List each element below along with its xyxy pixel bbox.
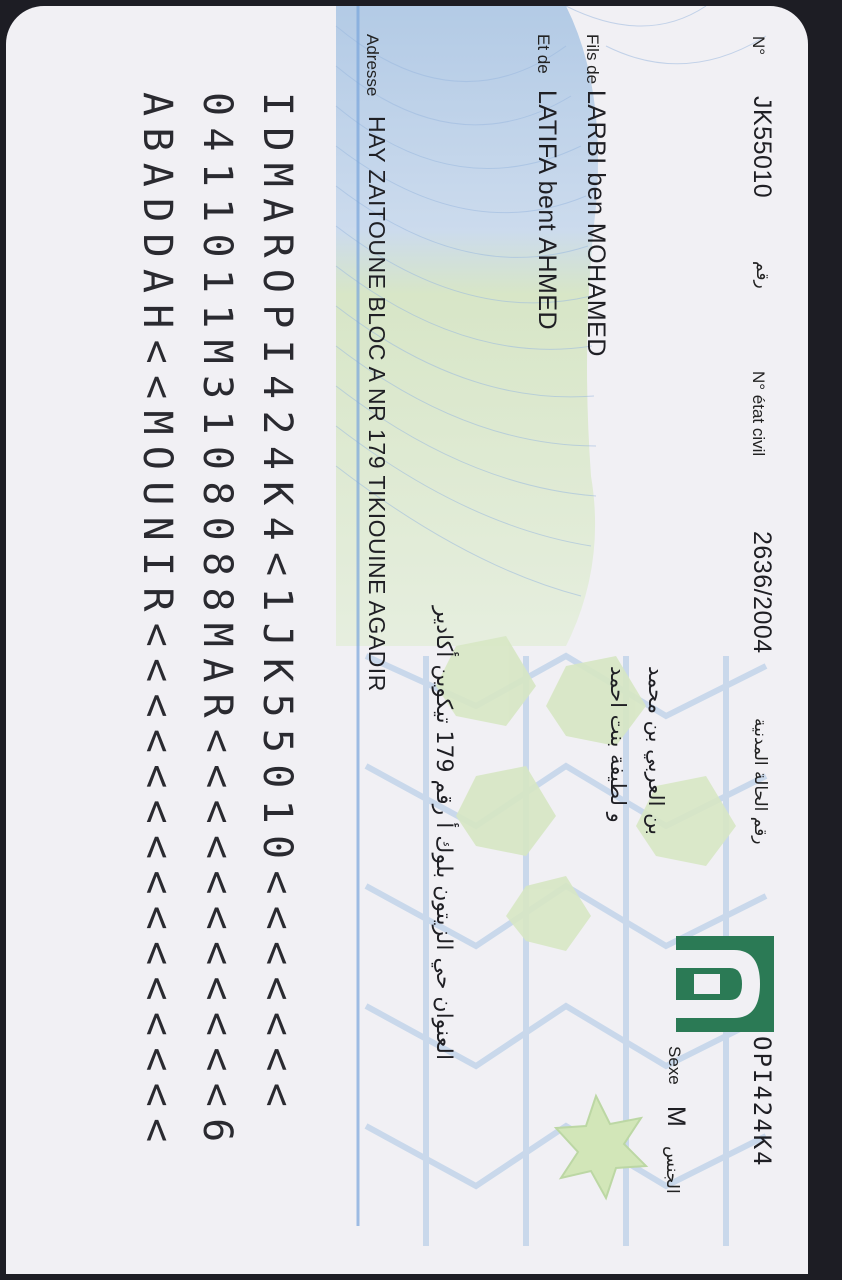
mother-name: LATIFA bent AHMED	[533, 90, 561, 331]
flag-emblem-icon	[676, 936, 774, 1032]
id-card-back	[6, 6, 808, 1274]
address-value-ar: العنوان حي الزيتون بلوك أ رقم 179 تيكوين أكادير	[431, 606, 456, 1061]
civil-number: 2636/2004	[748, 531, 776, 654]
mother-name-ar: و لطيفة بنت احمد	[606, 666, 630, 823]
card-number: JK55010	[748, 96, 776, 199]
sex-label-ar: الجنس	[662, 1146, 682, 1194]
mrz-line-1: IDMAROPI424K4<1JK55010<<<<<<<	[254, 92, 300, 1119]
card-number-label: N°	[749, 36, 768, 56]
address-value: HAY ZAITOUNE BLOC A NR 179 TIKIOUINE AGADIR	[364, 116, 390, 692]
civil-number-label-ar: رقم الحالة المدنية	[750, 718, 770, 845]
father-label: Fils de	[583, 34, 602, 85]
sex-value: M	[662, 1106, 690, 1128]
father-name: LARBI ben MOHAMED	[582, 90, 610, 357]
card-code: OPI424K4	[748, 1036, 776, 1168]
card-number-label-ar: رقم	[752, 261, 772, 289]
address-label: Adresse	[363, 34, 382, 97]
father-name-ar: بن العربي بن محمد	[644, 666, 668, 835]
mrz-line-2: 0411011M3108088MAR<<<<<<<<<<<6	[194, 92, 240, 1154]
sex-label: Sexe	[665, 1046, 684, 1085]
mother-label: Et de	[534, 34, 553, 74]
civil-number-label: N° état civil	[749, 371, 768, 457]
mrz-line-3: ABADDAH<<MOUNIR<<<<<<<<<<<<<<<	[134, 92, 180, 1154]
